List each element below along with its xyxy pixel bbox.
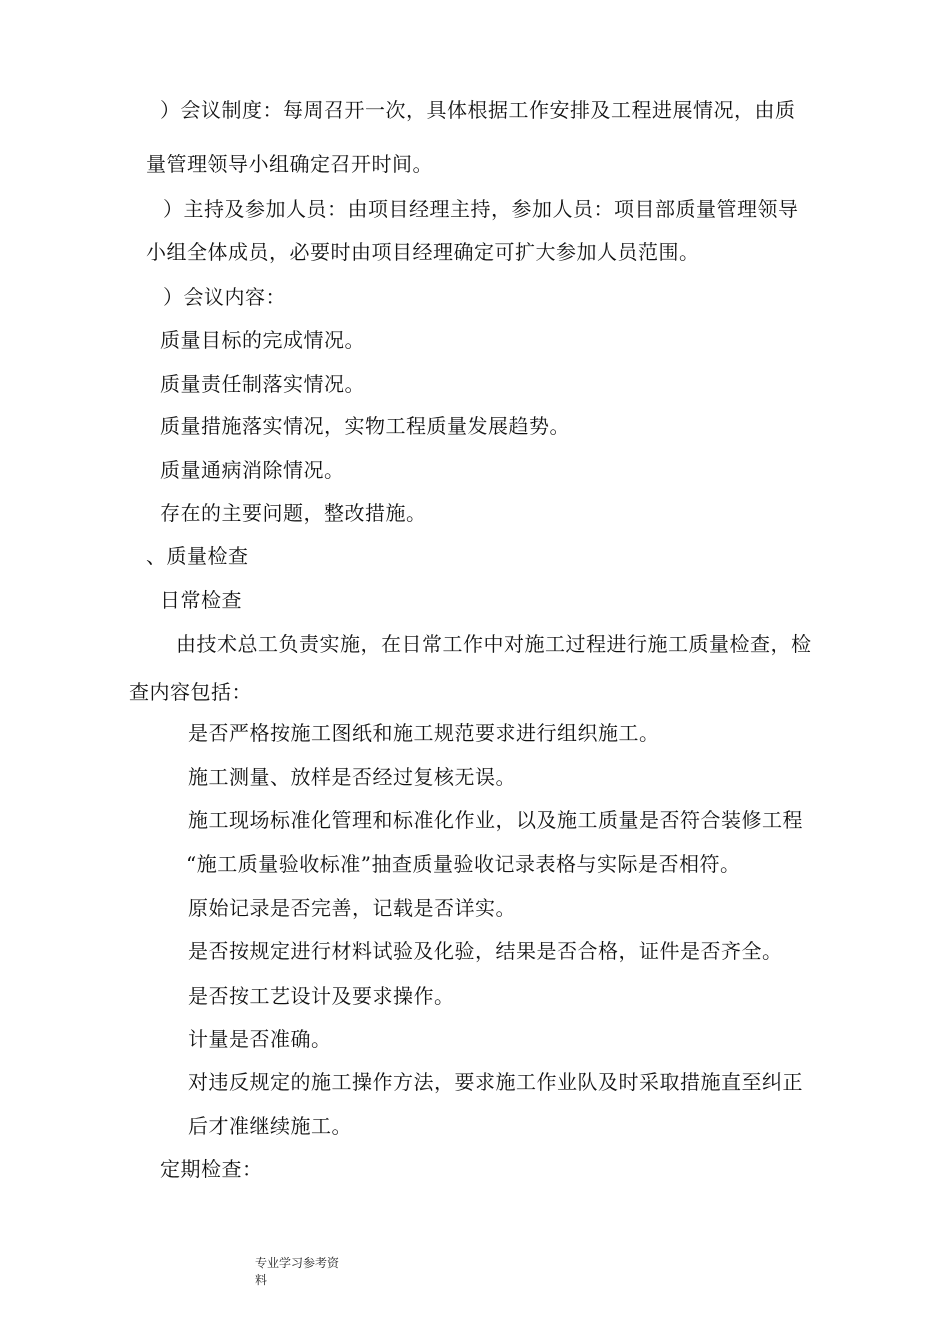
list-item: 施工现场标准化管理和标准化作业，以及施工质量是否符合装修工程 [188,808,803,832]
list-item: 原始记录是否完善，记载是否详实。 [188,896,516,920]
list-item: 质量目标的完成情况。 [160,328,365,352]
paragraph-line: 由技术总工负责实施，在日常工作中对施工过程进行施工质量检查，检 [176,632,812,656]
list-item: 是否严格按施工图纸和施工规范要求进行组织施工。 [188,721,660,745]
list-item: 施工测量、放样是否经过复核无误。 [188,765,516,789]
section-heading: 、质量检查 [146,544,249,568]
paragraph-line: ）主持及参加人员：由项目经理主持，参加人员：项目部质量管理领导 [163,197,799,221]
list-item: 存在的主要问题，整改措施。 [160,501,427,525]
list-item: 后才准继续施工。 [188,1114,352,1138]
paragraph-line: ）会议内容： [163,285,286,309]
footer-line: 专业学习参考资 [255,1256,340,1270]
paragraph-line: 量管理领导小组确定召开时间。 [146,152,433,176]
paragraph-line: 小组全体成员，必要时由项目经理确定可扩大参加人员范围。 [146,240,700,264]
list-item: 是否按规定进行材料试验及化验，结果是否合格，证件是否齐全。 [188,939,783,963]
page-footer [255,1255,339,1289]
list-item: 对违反规定的施工操作方法，要求施工作业队及时采取措施直至纠正 [188,1070,803,1094]
list-item: 计量是否准确。 [188,1027,332,1051]
list-item: 质量通病消除情况。 [160,458,345,482]
footer-line: 料 [255,1273,268,1287]
paragraph-line: ）会议制度：每周召开一次，具体根据工作安排及工程进展情况，由质 [160,98,796,122]
subsection-heading: 日常检查 [160,588,242,612]
list-item: 质量措施落实情况，实物工程质量发展趋势。 [160,414,570,438]
list-item: 是否按工艺设计及要求操作。 [188,984,455,1008]
paragraph-line: 查内容包括： [129,680,252,704]
list-item: “施工质量验收标准”抽查质量验收记录表格与实际是否相符。 [186,852,741,876]
list-item: 质量责任制落实情况。 [160,372,365,396]
subsection-heading: 定期检查： [160,1157,263,1181]
